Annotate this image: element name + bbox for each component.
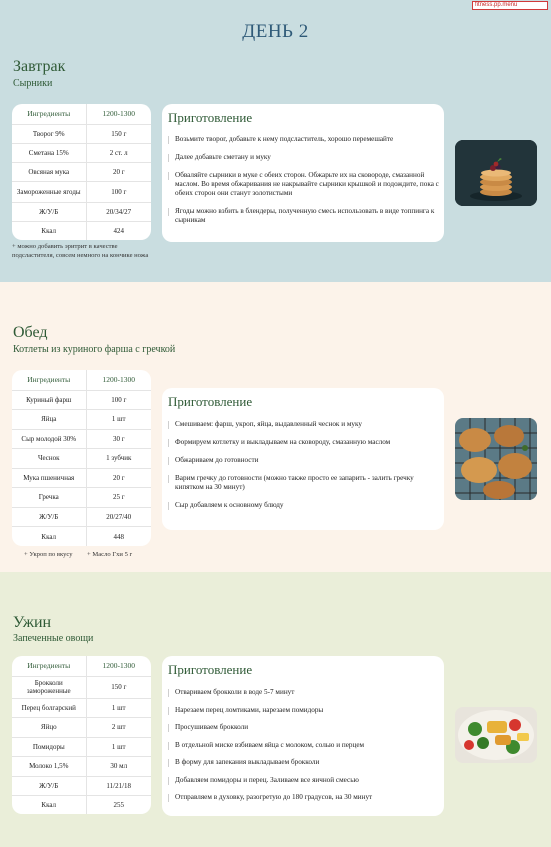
table-header-calories: 1200-1300	[86, 656, 151, 676]
kcal-value: 255	[113, 800, 124, 809]
prep-step: Возьмите творог, добавьте к нему подсластитель, хорошо перемешайте	[168, 135, 443, 144]
day-title: ДЕНЬ 2	[242, 21, 309, 42]
lunch-heading: Обед	[13, 324, 48, 341]
ingredient-amount: 20 г	[86, 468, 151, 488]
ingredient-amount: 150 г	[86, 676, 151, 698]
dinner-ingredients-table	[12, 656, 151, 814]
lunch-note-ghee: + Масло Гхи 5 г	[87, 551, 133, 558]
prep-step: Далее добавьте сметану и муку	[168, 153, 443, 162]
ingredient-name: Сметана 15%	[12, 143, 86, 162]
watermark-link[interactable]: fitness.pp.menu	[472, 1, 548, 10]
lunch-note-dill: + Укроп по вкусу	[24, 551, 73, 558]
ingredient-name: Сыр молодой 30%	[12, 429, 86, 449]
table-header-calories: 1200-1300	[86, 104, 151, 124]
prep-step: Нарезаем перец ломтиками, нарезаем помидоры	[168, 706, 443, 715]
breakfast-note: + можно добавить эритрит в качестве подсластителя, совсем немного на кончике ножа	[12, 243, 149, 259]
ingredient-name: Чеснок	[12, 449, 86, 469]
dinner-heading: Ужин	[13, 614, 52, 631]
lunch-ingredients-table	[12, 370, 151, 546]
dinner-prep-card	[162, 656, 444, 816]
prep-step: Смешиваем: фарш, укроп, яйца, выдавленный чеснок и муку	[168, 420, 443, 429]
breakfast-prep-card	[162, 104, 444, 242]
ingredient-amount: 1 шт	[86, 698, 151, 718]
table-header-ingredients: Ингредиенты	[12, 370, 86, 390]
ingredient-name: Молоко 1,5%	[12, 757, 86, 777]
prep-step: Добавляем помидоры и перец. Заливаем все яичной смесью	[168, 776, 443, 785]
cutlets-photo	[455, 418, 537, 500]
breakfast-dish: Сырники	[13, 78, 53, 89]
ingredient-amount: 25 г	[86, 488, 151, 508]
prep-step: Отвариваем брокколи в воде 5-7 минут	[168, 688, 443, 697]
prep-title: Приготовление	[168, 110, 253, 125]
table-header-ingredients: Ингредиенты	[12, 104, 86, 124]
breakfast-ingredients-table	[12, 104, 151, 240]
prep-step: Просушиваем брокколи	[168, 723, 443, 732]
prep-step: Обваляйте сырники в муке с обеих сторон. Обжарьте их на сковороде, смазанной маслом. Во время обжаривания не накрывайте сырники крышкой и подождите, пока с обеих сторон они станут золотистыми	[168, 171, 443, 198]
ingredient-name: Яйца	[12, 410, 86, 430]
ingredient-amount: 1 шт	[86, 737, 151, 757]
ingredient-amount: 1 шт	[86, 410, 151, 430]
ingredient-amount: 100 г	[86, 181, 151, 202]
syrniki-photo	[455, 140, 537, 206]
macros-label: Ж/У/Б	[12, 202, 86, 221]
ingredient-amount: 20 г	[86, 162, 151, 181]
prep-step: Отправляем в духовку, разогретую до 180 градусов, на 30 минут	[168, 793, 443, 802]
kcal-label: Ккал	[12, 221, 86, 240]
kcal-label: Ккал	[12, 796, 86, 814]
ingredient-name: Перец болгарский	[12, 698, 86, 718]
prep-step: Варим гречку до готовности (можно также просто ее запарить - залить гречку кипятком на 30 минут)	[168, 474, 443, 492]
macros-label: Ж/У/Б	[12, 507, 86, 527]
ingredient-name: Овсяная мука	[12, 162, 86, 181]
ingredient-amount: 30 г	[86, 429, 151, 449]
baked-vegetables-photo	[455, 707, 537, 763]
dinner-dish: Запеченные овощи	[13, 633, 94, 644]
kcal-value: 448	[113, 532, 124, 541]
kcal-value: 424	[113, 226, 124, 235]
breakfast-heading: Завтрак	[13, 58, 66, 75]
ingredient-amount: 1 зубчик	[86, 449, 151, 469]
table-header-ingredients: Ингредиенты	[12, 656, 86, 676]
ingredient-amount: 100 г	[86, 390, 151, 410]
kcal-label: Ккал	[12, 527, 86, 547]
prep-step: Формируем котлетку и выкладываем на сковороду, смазанную маслом	[168, 438, 443, 447]
ingredient-amount: 150 г	[86, 124, 151, 143]
macros-value: 11/21/18	[86, 776, 151, 796]
prep-title: Приготовление	[168, 394, 253, 409]
ingredient-name: Помидоры	[12, 737, 86, 757]
ingredient-name: Замороженные ягоды	[12, 181, 86, 202]
ingredient-name: Куриный фарш	[12, 390, 86, 410]
prep-step: В отдельной миске взбиваем яйца с молоком, солью и перцем	[168, 741, 443, 750]
ingredient-name: Мука пшеничная	[12, 468, 86, 488]
lunch-prep-card	[162, 388, 444, 530]
prep-step: Ягоды можно взбить в блендеры, полученную смесь использовать в виде топпинга к сырникам	[168, 207, 443, 225]
ingredient-name: Творог 9%	[12, 124, 86, 143]
table-header-calories: 1200-1300	[86, 370, 151, 390]
ingredient-name: Яйцо	[12, 718, 86, 738]
prep-title: Приготовление	[168, 662, 253, 677]
ingredient-amount: 30 мл	[86, 757, 151, 777]
ingredient-name: Брокколи замороженные	[12, 676, 86, 698]
lunch-dish: Котлеты из куриного фарша с гречкой	[13, 344, 176, 355]
ingredient-name: Гречка	[12, 488, 86, 508]
ingredient-amount: 2 ст. л	[86, 143, 151, 162]
prep-step: Обжариваем до готовности	[168, 456, 443, 465]
macros-value: 20/34/27	[86, 202, 151, 221]
ingredient-amount: 2 шт	[86, 718, 151, 738]
prep-step: Сыр добавляем к основному блюду	[168, 501, 443, 510]
macros-label: Ж/У/Б	[12, 776, 86, 796]
prep-step: В форму для запекания выкладываем брокколи	[168, 758, 443, 767]
macros-value: 20/27/40	[86, 507, 151, 527]
